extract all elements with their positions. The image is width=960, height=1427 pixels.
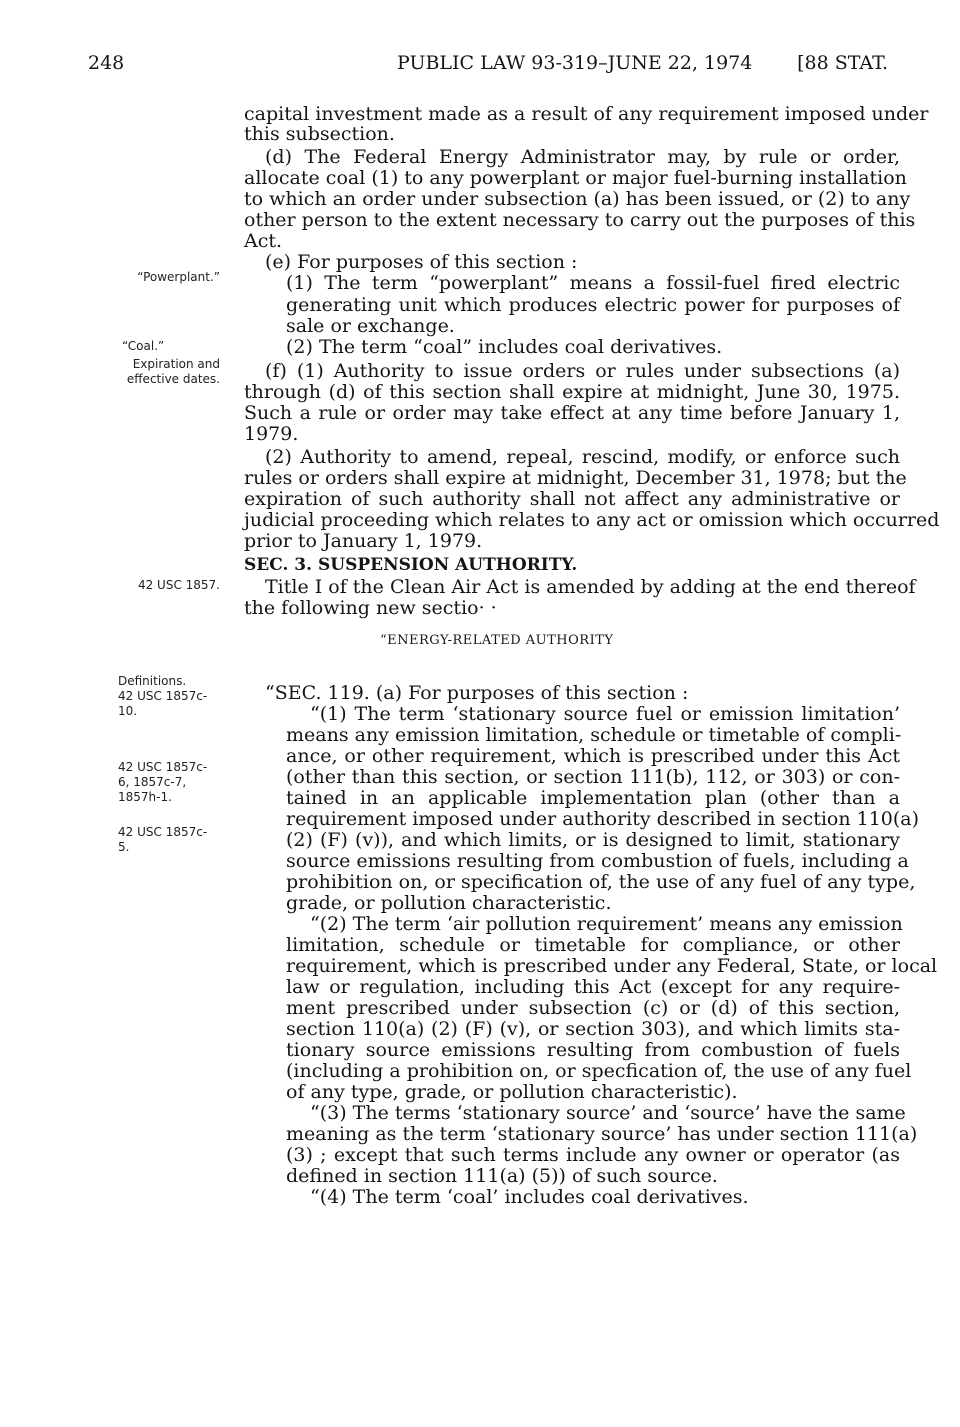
text-line: tionary source emissions resulting from combustion of fuels	[286, 1039, 900, 1061]
section-heading: SEC. 3. SUSPENSION AUTHORITY.	[244, 555, 578, 575]
text-line: tained in an applicable implementation plan (other than a	[286, 787, 900, 809]
text-line: Such a rule or order may take effect at any time before January 1,	[244, 402, 900, 424]
margin-note-usc-1857c-10: 42 USC 1857c-	[118, 689, 208, 703]
text-line: section 110(a) (2) (F) (v), or section 303), and which limits sta-	[286, 1018, 900, 1040]
text-line: generating unit which produces electric power for purposes of	[286, 294, 900, 316]
running-title: PUBLIC LAW 93-319–JUNE 22, 1974	[397, 52, 753, 74]
text-line: Act.	[244, 230, 283, 252]
text-line: 1979.	[244, 423, 299, 445]
text-line: expiration of such authority shall not affect any administrative or	[244, 488, 900, 510]
text-line: prior to January 1, 1979.	[244, 530, 483, 552]
text-line: this subsection.	[244, 123, 395, 145]
text-line: law or regulation, including this Act (except for any require-	[286, 976, 900, 998]
text-line: sale or exchange.	[286, 315, 455, 337]
text-line: other person to the extent necessary to carry out the purposes of this	[244, 209, 916, 231]
text-line: of any type, grade, or pollution characteristic).	[286, 1081, 738, 1103]
text-line: Title I of the Clean Air Act is amended by adding at the end thereof	[265, 576, 916, 598]
text-line: ment prescribed under subsection (c) or (d) of this section,	[286, 997, 900, 1019]
text-line: “(1) The term ‘stationary source fuel or emission limitation’	[310, 703, 900, 725]
margin-note-usc-group-cont: 6, 1857c-7,	[118, 775, 187, 789]
page-number: 248	[88, 52, 125, 74]
margin-note-coal: “Coal.”	[122, 339, 165, 353]
text-line: (including a prohibition on, or specfication of, the use of any fuel	[286, 1060, 912, 1082]
page-header	[88, 52, 888, 78]
text-line: to which an order under subsection (a) has been issued, or (2) to any	[244, 188, 911, 210]
text-line: (1) The term “powerplant” means a fossil-fuel fired electric	[286, 272, 900, 294]
margin-note-usc-1857: 42 USC 1857.	[137, 578, 220, 592]
text-line: source emissions resulting from combustion of fuels, including a	[286, 850, 909, 872]
margin-note-powerplant: “Powerplant.”	[137, 270, 220, 284]
text-line: requirement imposed under authority described in section 110(a)	[286, 808, 920, 830]
text-line: “(2) The term ‘air pollution requirement’ means any emission	[310, 913, 903, 935]
text-line: (e) For purposes of this section :	[265, 251, 578, 273]
text-line: meaning as the term ‘stationary source’ has under section 111(a)	[286, 1123, 918, 1145]
text-line: allocate coal (1) to any powerplant or major fuel-burning installation	[244, 167, 907, 189]
text-line: “(4) The term ‘coal’ includes coal derivatives.	[310, 1186, 749, 1208]
text-line: (2) Authority to amend, repeal, rescind, modify, or enforce such	[265, 446, 900, 468]
text-line: “(3) The terms ‘stationary source’ and ‘source’ have the same	[310, 1102, 906, 1124]
text-line: grade, or pollution characteristic.	[286, 892, 612, 914]
margin-note-usc-group-end: 1857h-1.	[118, 790, 172, 804]
text-line: rules or orders shall expire at midnight, December 31, 1978; but the	[244, 467, 907, 489]
text-line: “SEC. 119. (a) For purposes of this section :	[265, 682, 689, 704]
text-line: (f) (1) Authority to issue orders or rules under subsections (a)	[265, 360, 900, 382]
text-line: requirement, which is prescribed under any Federal, State, or local	[286, 955, 938, 977]
text-line: limitation, schedule or timetable for compliance, or other	[286, 934, 900, 956]
statute-reference: [88 STAT.	[797, 52, 888, 74]
text-line: means any emission limitation, schedule or timetable of compli-	[286, 724, 902, 746]
text-line: judicial proceeding which relates to any act or omission which occurred	[244, 509, 940, 531]
margin-note-usc-1857c-5: 42 USC 1857c-	[118, 825, 208, 839]
text-line: the following new sectio· ·	[244, 597, 497, 619]
text-line: through (d) of this section shall expire at midnight, June 30, 1975.	[244, 381, 900, 403]
margin-note-expiration: Expiration and	[132, 357, 220, 371]
text-line: capital investment made as a result of any requirement imposed under	[244, 103, 929, 125]
text-line: prohibition on, or specification of, the use of any fuel of any type,	[286, 871, 916, 893]
text-line: defined in section 111(a) (5)) of such source.	[286, 1165, 718, 1187]
text-line: (2) The term “coal” includes coal derivatives.	[286, 336, 723, 358]
text-line: (other than this section, or section 111(b), 112, or 303) or con-	[286, 766, 900, 788]
margin-note-usc-group: 42 USC 1857c-	[118, 760, 208, 774]
text-line: ance, or other requirement, which is prescribed under this Act	[286, 745, 900, 767]
margin-note-usc-1857c-5-cont: 5.	[118, 840, 130, 854]
margin-note-usc-1857c-10-cont: 10.	[118, 704, 138, 718]
text-line: (d) The Federal Energy Administrator may, by rule or order,	[265, 146, 900, 168]
margin-note-effective-dates: effective dates.	[126, 372, 220, 386]
center-heading: “ENERGY-RELATED AUTHORITY	[380, 633, 614, 648]
text-line: (2) (F) (v)), and which limits, or is designed to limit, stationary	[286, 829, 900, 851]
text-line: (3) ; except that such terms include any owner or operator (as	[286, 1144, 900, 1166]
margin-note-definitions: Definitions.	[118, 674, 187, 688]
